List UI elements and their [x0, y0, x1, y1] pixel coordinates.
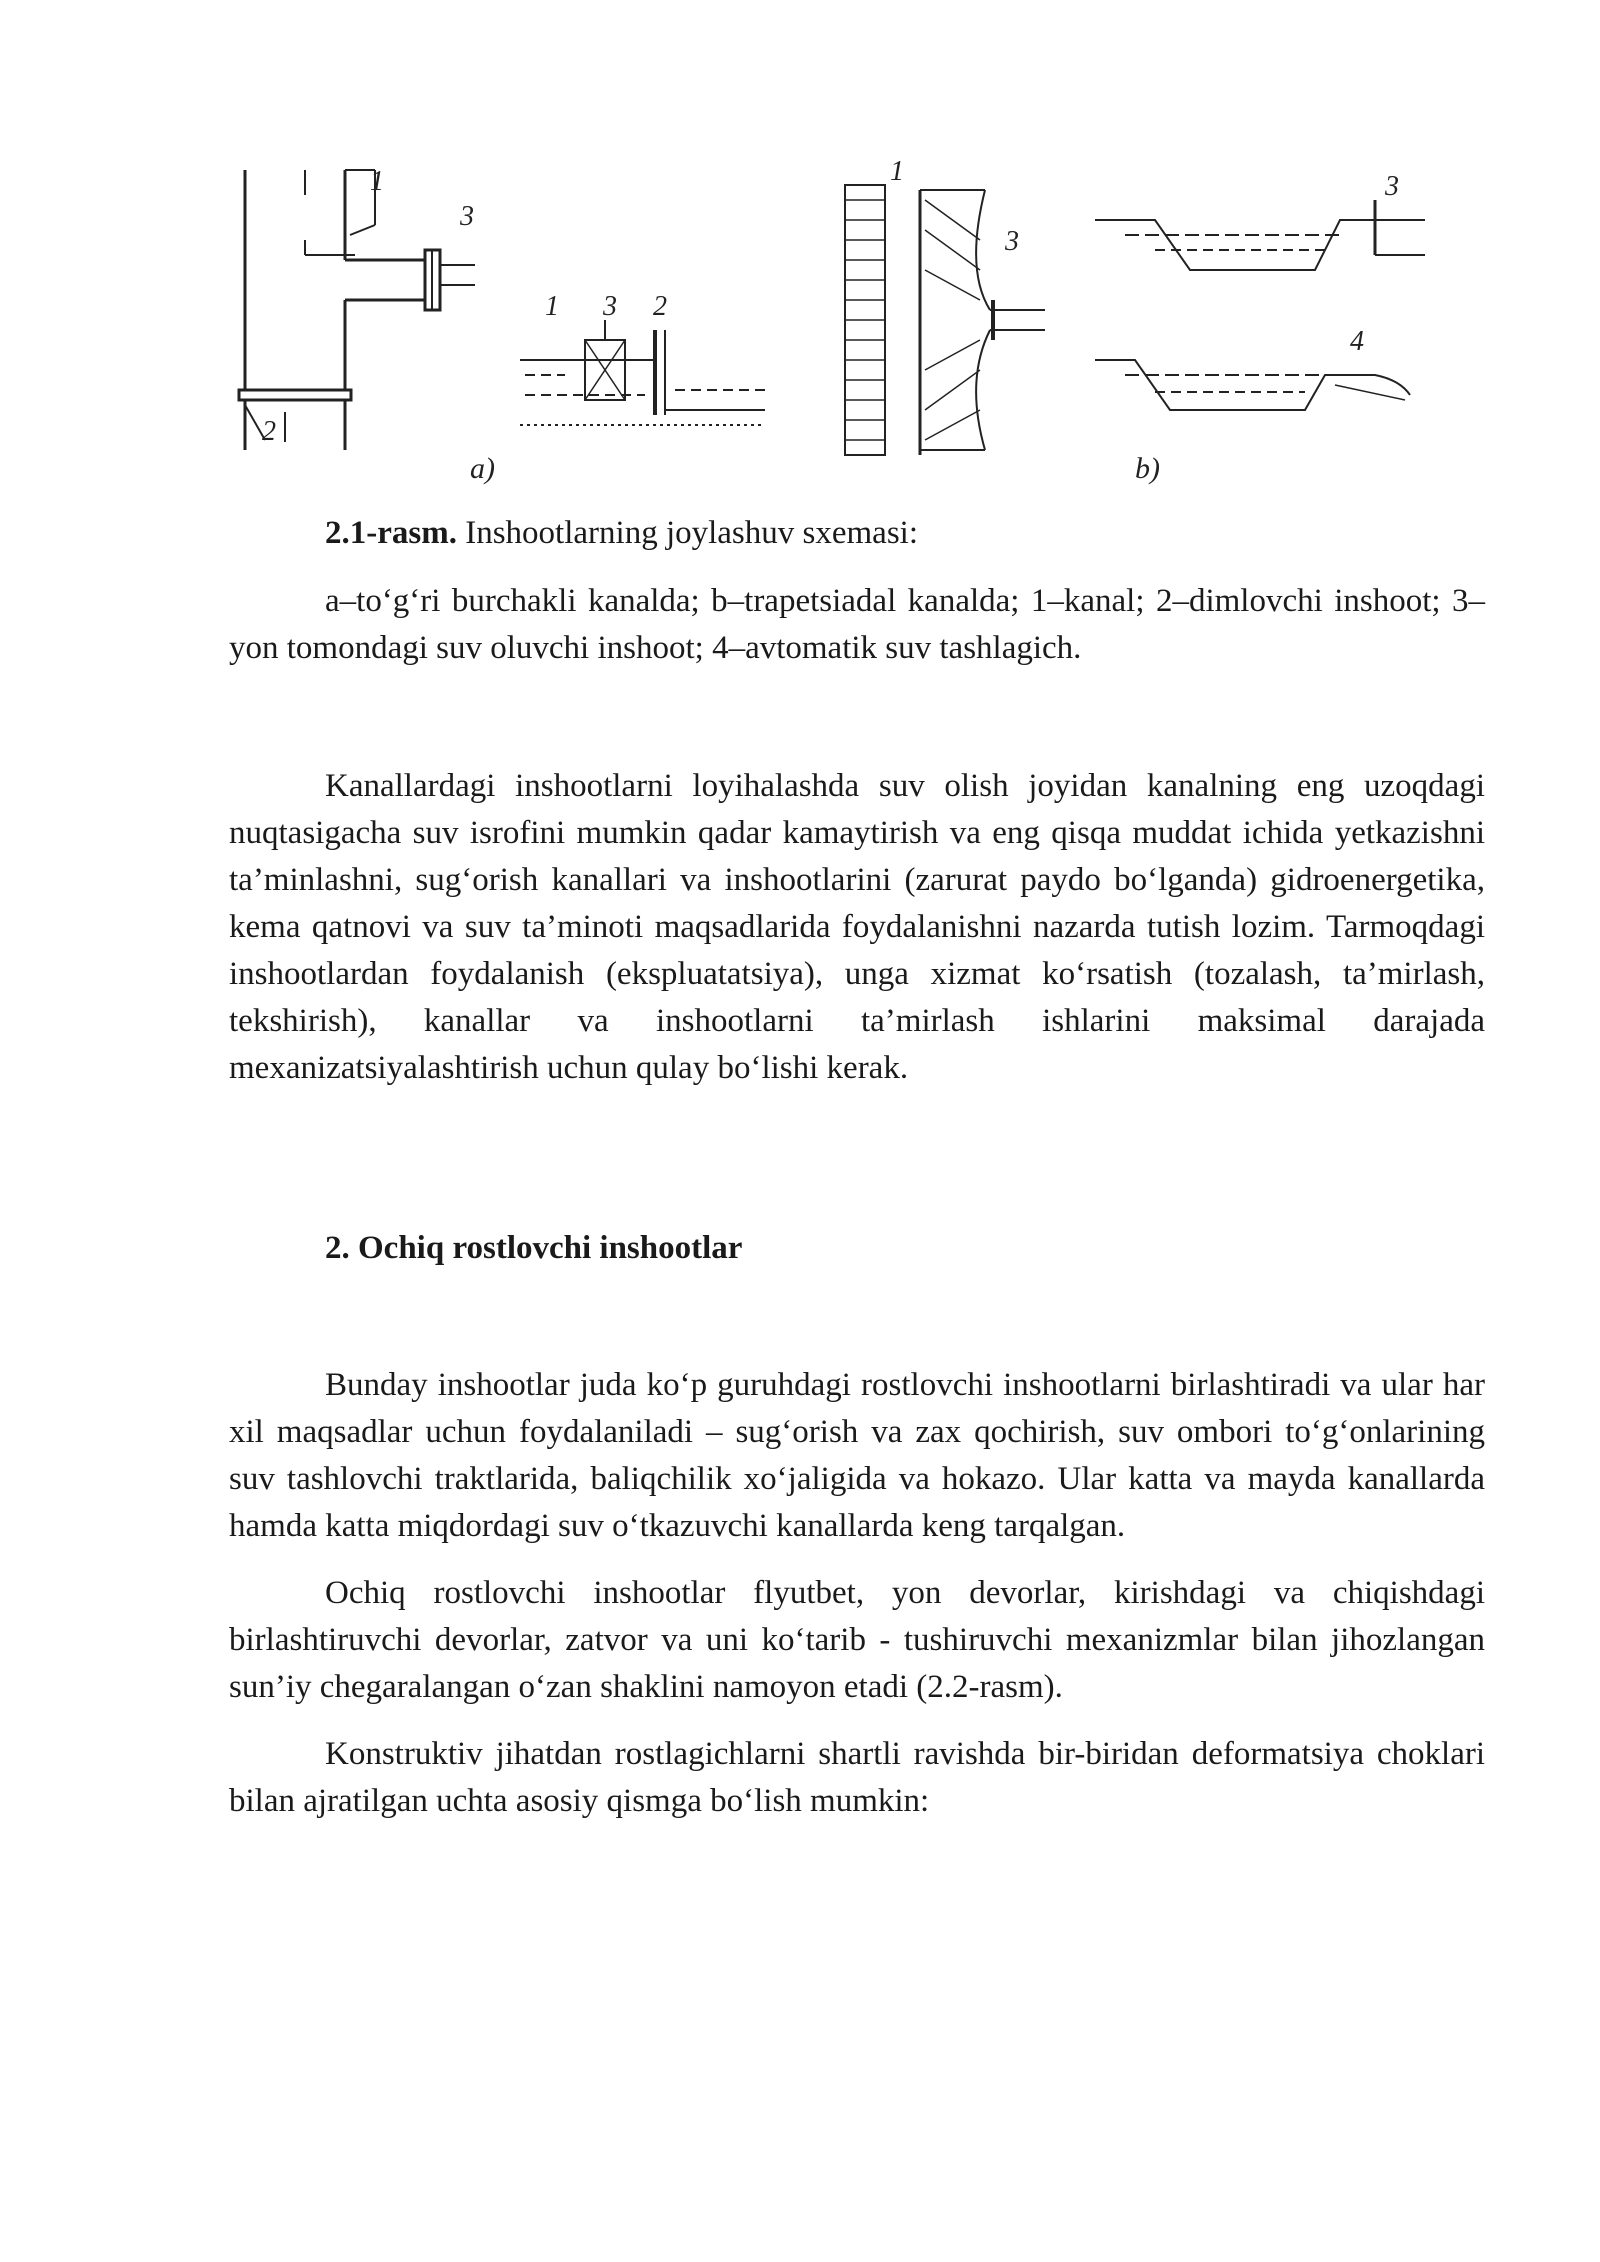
- marker-3-b: 3: [1005, 226, 1019, 257]
- section-heading: 2. Ochiq rostlovchi inshootlar: [325, 1230, 743, 1266]
- paragraph-4: Konstruktiv jihatdan rostlagichlarni shartli ravishda bir-biridan deformatsiya choklari bilan ajratilgan uchta asosiy qismga bo‘lish mumkin:: [229, 1736, 1485, 1819]
- paragraph-3: Ochiq rostlovchi inshootlar flyutbet, yon devorlar, kirishdagi va chiqishdagi birlashtiruvchi devorlar, zatvor va uni ko‘tarib - tushiruvchi mexanizmlar bilan jihozlangan sun’iy chegaralangan o‘zan shaklini namoyon etadi (2.2-rasm).: [229, 1575, 1485, 1705]
- marker-1-a: 1: [370, 166, 384, 197]
- subfigure-label-a: a): [470, 452, 495, 485]
- paragraph-1: Kanallardagi inshootlarni loyihalashda suv olish joyidan kanalning eng uzoqdagi nuqtasigacha suv isrofini mumkin qadar kamaytirish va eng qisqa muddat ichida yetkazishni ta’minlashni, sug‘orish kanallari va inshootlarini (zarurat paydo bo‘lganda) gidroenergetika, kema qatnovi va suv ta’minoti maqsadlarida foydalanishni nazarda tutish lozim. Tarmoqdagi inshootlardan foydalanish (ekspluatatsiya), unga xizmat ko‘rsatish (tozalash, ta’mirlash, tekshirish), kanallar va inshootlarni ta’mirlash ishlarini maksimal darajada mexanizatsiyalashtirish uchun qulay bo‘lishi kerak.: [229, 768, 1485, 1086]
- subfigure-label-b: b): [1135, 452, 1160, 485]
- figure-caption-title: [325, 510, 918, 557]
- figure-title: Inshootlarning joylashuv sxemasi:: [465, 515, 919, 551]
- figure-legend-block: [229, 578, 1485, 672]
- figure-legend: a–to‘g‘ri burchakli kanalda; b–trapetsiadal kanalda; 1–kanal; 2–dimlovchi inshoot; 3–yon tomondagi suv oluvchi inshoot; 4–avtomatik suv tashlagich.: [229, 583, 1485, 666]
- marker-2-section: 2: [653, 291, 667, 322]
- body-block-1: [229, 763, 1485, 1092]
- plan-view-a: [239, 170, 475, 450]
- marker-2-a: 2: [262, 416, 276, 447]
- marker-3-trapezoid: 3: [1385, 171, 1399, 202]
- figure-2-1: [225, 160, 1465, 490]
- section-view-b: [1095, 200, 1425, 410]
- canal-layout-diagram: [225, 160, 1465, 490]
- figure-number: 2.1-rasm.: [325, 515, 457, 551]
- body-block-2: [229, 1362, 1485, 1825]
- marker-1-b: 1: [890, 160, 904, 187]
- marker-1-section: 1: [545, 291, 559, 322]
- marker-3-a: 3: [460, 201, 474, 232]
- paragraph-2: Bunday inshootlar juda ko‘p guruhdagi rostlovchi inshootlarni birlashtiradi va ular har xil maqsadlar uchun foydalaniladi – sug‘orish va zax qochirish, suv ombori to‘g‘onlarining suv tashlovchi traktlarida, baliqchilik xo‘jaligida va hokazo. Ular katta va mayda kanallarda hamda katta miqdordagi suv o‘tkazuvchi kanallarda keng tarqalgan.: [229, 1367, 1485, 1544]
- section-view-a: [520, 320, 765, 425]
- marker-4-trapezoid: 4: [1350, 326, 1364, 357]
- marker-3-section: 3: [603, 291, 617, 322]
